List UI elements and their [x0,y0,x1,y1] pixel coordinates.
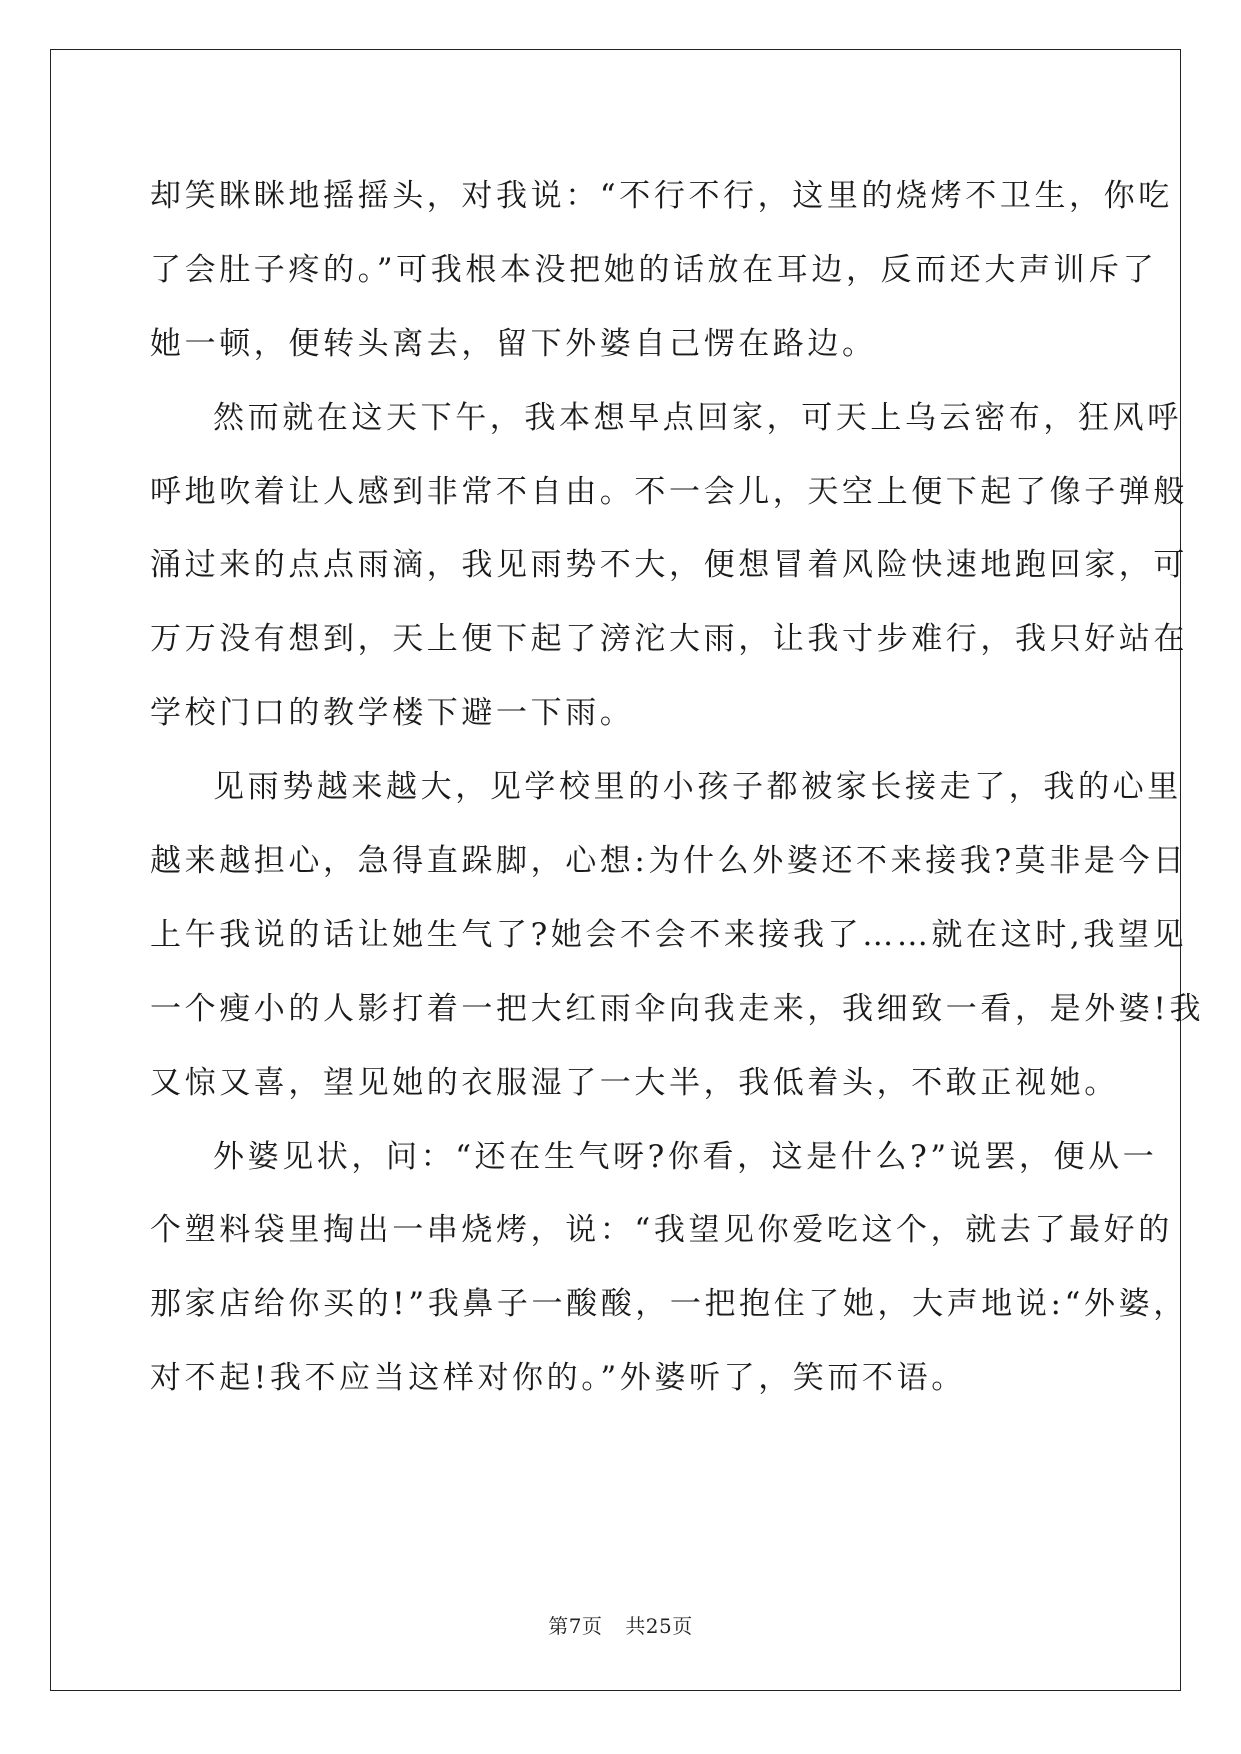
text-line: 见雨势越来越大，见学校里的小孩子都被家长接走了，我的心里 [213,769,1182,806]
text-line: 上午我说的话让她生气了?她会不会不来接我了……就在这时,我望见 [150,916,1188,953]
text-line: 然而就在这天下午，我本想早点回家，可天上乌云密布，狂风呼 [213,399,1182,436]
text-line: 万万没有想到，天上便下起了滂沱大雨，让我寸步难行，我只好站在 [150,621,1188,658]
document-body [150,160,1205,1416]
text-line: 却笑眯眯地摇摇头，对我说：“不行不行，这里的烧烤不卫生，你吃 [150,178,1173,214]
text-line: 学校门口的教学楼下避一下雨。 [150,695,635,732]
text-line: 呼地吹着让人感到非常不自由。不一会儿，天空上便下起了像子弹般 [150,473,1188,510]
text-line: 越来越担心，急得直跺脚，心想:为什么外婆还不来接我?莫非是今日 [150,843,1188,880]
text-line: 又惊又喜，望见她的衣服湿了一大半，我低着头，不敢正视她。 [150,1064,1119,1101]
text-line: 了会肚子疼的。”可我根本没把她的话放在耳边，反而还大声训斥了 [150,251,1158,288]
text-line: 外婆见状，问：“还在生气呀?你看，这是什么?”说罢，便从一 [213,1138,1158,1175]
text-line: 一个瘦小的人影打着一把大红雨伞向我走来，我细致一看，是外婆!我 [150,990,1205,1027]
text-line: 那家店给你买的!”我鼻子一酸酸，一把抱住了她，大声地说:“外婆， [150,1286,1188,1323]
page-footer [0,1610,1241,1639]
text-line: 个塑料袋里掏出一串烧烤，说：“我望见你爱吃这个，就去了最好的 [150,1212,1173,1249]
text-line: 她一顿，便转头离去，留下外婆自己愣在路边。 [150,325,877,362]
page-number: 第7页 [548,1614,603,1638]
text-line: 涌过来的点点雨滴，我见雨势不大，便想冒着风险快速地跑回家，可 [150,547,1188,584]
text-line: 对不起!我不应当这样对你的。”外婆听了，笑而不语。 [150,1360,966,1397]
page-total: 共25页 [625,1614,693,1638]
